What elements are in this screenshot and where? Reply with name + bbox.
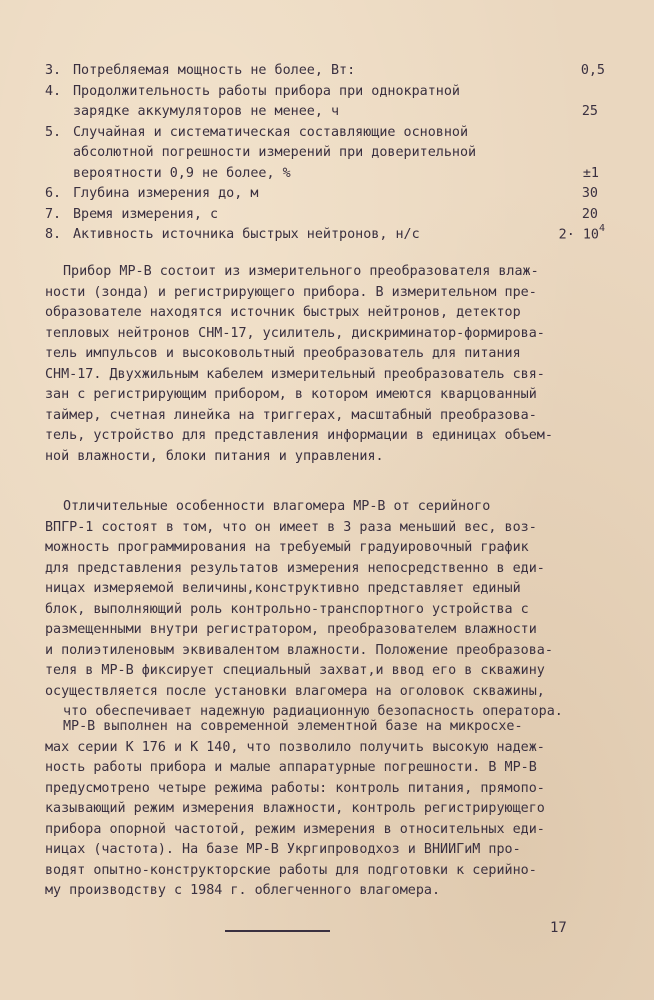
spec-number: 4. xyxy=(45,83,62,99)
spec-number: 6. xyxy=(45,186,62,201)
spec-value: 0,5 xyxy=(580,63,605,78)
spec-text xyxy=(73,225,420,246)
paragraph-line: блок, выполняющий роль контрольно-транспортного устройства с xyxy=(45,601,529,617)
spec-number: 5. xyxy=(45,124,62,140)
paragraph-line: осуществляется после установки влагомера на оголовок скважины, xyxy=(45,683,545,699)
paragraph-line: МР-В выполнен на современной элементной базе на микросхе- xyxy=(63,719,523,734)
spec-value xyxy=(559,221,605,246)
paragraph-line: Отличительные особенности влагомера МР-В от серийного xyxy=(63,499,491,514)
paragraph-line: можность программирования на требуемый градуировочный график xyxy=(45,540,529,555)
paragraph-line: тель, устройство для представления информации в единицах объем- xyxy=(45,428,553,443)
paragraph-line: ность работы прибора и малые аппаратурные погрешности. В МР-В xyxy=(45,760,537,775)
spec-line: Случайная и систематическая составляющие основной xyxy=(73,124,469,140)
paragraph-line: ницах (частота). На базе МР-В Укргипроводхоз и ВНИИГиМ про- xyxy=(45,842,521,857)
spec-line: зарядке аккумуляторов не менее, ч xyxy=(73,104,340,119)
paragraph-line: размещенными внутри регистратором, преобразователем влажности xyxy=(45,622,537,637)
spec-line: Активность источника быстрых нейтронов, н/с xyxy=(73,227,420,242)
paragraph-line: для представления результатов измерения непосредственно в еди- xyxy=(45,560,545,576)
paragraph-line: прибора опорной частотой, режим измерения в относительных еди- xyxy=(45,821,545,837)
spec-value-base: 2· 10 xyxy=(558,227,599,242)
spec-line: вероятности 0,9 не более, % xyxy=(73,165,291,181)
paragraph-line: ВПГР-1 состоят в том, что он имеет в 3 раза меньший вес, воз- xyxy=(45,519,537,535)
spec-item xyxy=(45,61,610,82)
paragraph-line: тель импульсов и высоковольтный преобразователь для питания xyxy=(45,346,521,361)
paragraph-line: зан с регистрирующим прибором, в котором имеются кварцованный xyxy=(45,387,537,402)
spec-value: ±1 xyxy=(582,165,599,181)
paragraph-line: таймер, счетная линейка на триггерах, масштабный преобразова- xyxy=(45,407,537,423)
footer-divider xyxy=(225,930,330,932)
paragraph-line: СНМ-17. Двухжильным кабелем измерительный преобразователь свя- xyxy=(45,366,545,382)
spec-list xyxy=(45,61,610,246)
paragraph-line: что обеспечивает надежную радиационную безопасность оператора. xyxy=(63,704,563,719)
spec-item xyxy=(45,222,610,246)
paragraph-line: му производству с 1984 г. облегченного влагомера. xyxy=(45,883,441,898)
spec-value: 25 xyxy=(581,104,598,119)
paragraph xyxy=(45,262,617,467)
paragraph-line: ности (зонда) и регистрирующего прибора. В измерительном пре- xyxy=(45,284,537,300)
paragraph xyxy=(45,497,617,723)
paragraph-line: водят опытно-конструкторские работы для подготовки к серийно- xyxy=(45,862,537,878)
spec-number: 7. xyxy=(45,206,62,222)
spec-text xyxy=(73,205,218,226)
paragraph-line: образователе находятся источник быстрых нейтронов, детектор xyxy=(45,305,521,320)
paragraph-line: теля в МР-В фиксирует специальный захват,и ввод его в скважину xyxy=(45,663,545,678)
spec-text xyxy=(73,184,258,205)
spec-number: 8. xyxy=(45,227,62,242)
spec-text xyxy=(73,82,460,123)
spec-number: 3. xyxy=(45,63,62,78)
spec-item xyxy=(45,184,610,205)
paragraph-line: ницах измеряемой величины,конструктивно представляет единый xyxy=(45,581,521,596)
spec-value: 20 xyxy=(581,206,598,222)
spec-line: Время измерения, с xyxy=(73,206,219,222)
spec-text xyxy=(73,123,476,185)
spec-value: 30 xyxy=(581,186,598,201)
spec-item xyxy=(45,82,610,123)
spec-item xyxy=(45,205,610,226)
spec-item xyxy=(45,123,610,185)
spec-line: абсолютной погрешности измерений при доверительной xyxy=(73,145,477,160)
paragraph-line: казывающий режим измерения влажности, контроль регистрирующего xyxy=(45,801,545,816)
paragraph-line: предусмотрено четыре режима работы: контроль питания, прямопо- xyxy=(45,780,545,796)
spec-line: Глубина измерения до, м xyxy=(73,186,259,201)
paragraph xyxy=(45,717,617,902)
page-number: 17 xyxy=(550,920,567,936)
spec-value-exponent: 4 xyxy=(598,222,605,234)
paragraph-line: мах серии К 176 и К 140, что позволило получить высокую надеж- xyxy=(45,739,545,755)
paragraph-line: тепловых нейтронов СНМ-17, усилитель, дискриминатор-формирова- xyxy=(45,325,545,341)
paragraph-line: и полиэтиленовым эквивалентом влажности. Положение преобразова- xyxy=(45,642,553,658)
paragraph-line: Прибор МР-В состоит из измерительного преобразователя влаж- xyxy=(63,264,539,279)
paragraph-line: ной влажности, блоки питания и управления. xyxy=(45,448,384,464)
spec-line: Потребляемая мощность не более, Вт: xyxy=(73,63,356,78)
spec-line: Продолжительность работы прибора при однократной xyxy=(73,83,460,99)
spec-text xyxy=(73,61,355,82)
